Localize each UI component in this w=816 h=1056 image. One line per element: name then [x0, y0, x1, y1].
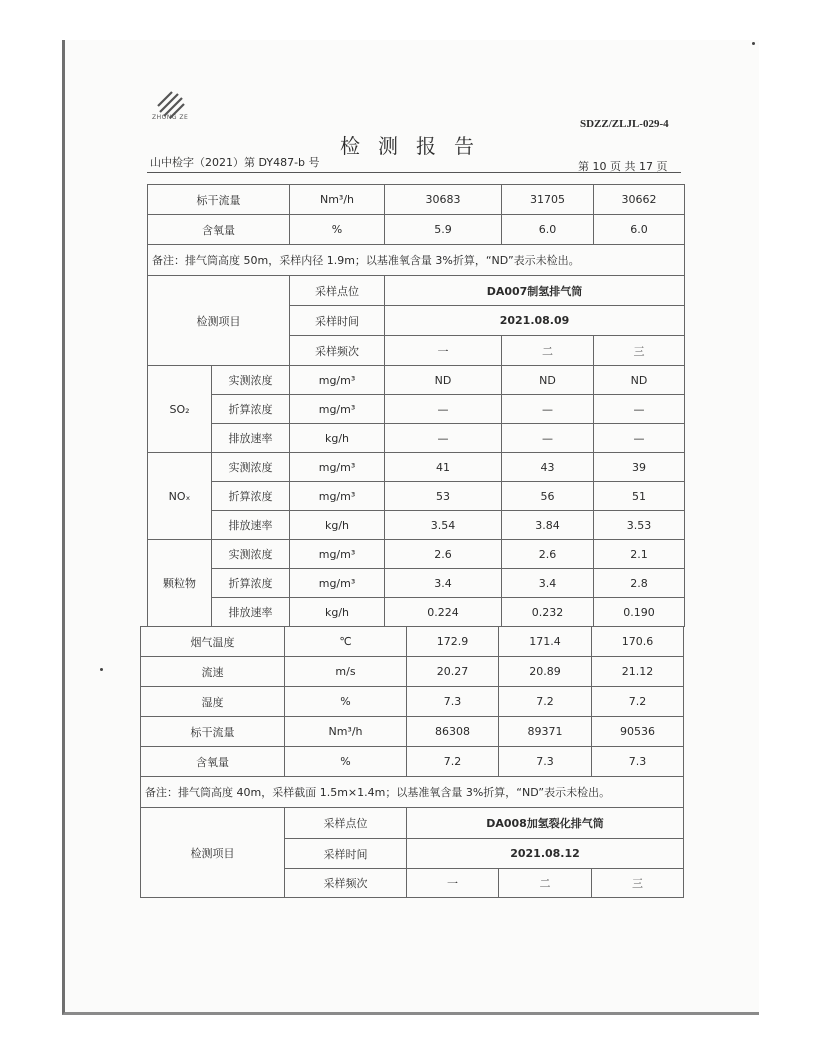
value-cell: 31705	[502, 185, 594, 215]
param-cell: 排放速率	[212, 424, 290, 453]
value-cell: 30662	[594, 185, 685, 215]
item-cell: 标干流量	[148, 185, 290, 215]
value-cell: 21.12	[592, 657, 684, 687]
table-note: 备注：排气筒高度 40m，采样截面 1.5m×1.4m；以基准氧含量 3%折算，“ND”表示未检出。	[141, 777, 684, 808]
table-row	[148, 395, 685, 424]
item-cell: 含氧量	[148, 215, 290, 245]
pollutant-label: 颗粒物	[148, 540, 212, 627]
value-cell: 3.53	[594, 511, 685, 540]
table-row	[141, 687, 684, 717]
header-cell: 采样时间	[290, 306, 385, 336]
value-cell: 39	[594, 453, 685, 482]
value-cell: 2.1	[594, 540, 685, 569]
param-cell: 折算浓度	[212, 395, 290, 424]
value-cell: 56	[502, 482, 594, 511]
param-cell: 实测浓度	[212, 540, 290, 569]
value-cell: 3.54	[385, 511, 502, 540]
value-cell: 0.224	[385, 598, 502, 627]
value-cell: 43	[502, 453, 594, 482]
table-row	[141, 717, 684, 747]
value-cell: 90536	[592, 717, 684, 747]
value-cell: 6.0	[502, 215, 594, 245]
unit-cell: kg/h	[290, 424, 385, 453]
table-row	[141, 747, 684, 777]
unit-cell: mg/m³	[290, 482, 385, 511]
value-cell: 7.2	[499, 687, 592, 717]
freq-cell: 一	[385, 336, 502, 366]
freq-cell: 二	[499, 869, 592, 898]
value-cell: 89371	[499, 717, 592, 747]
sampling-time: 2021.08.09	[385, 306, 685, 336]
table-row	[148, 482, 685, 511]
unit-cell: mg/m³	[290, 569, 385, 598]
item-cell: 标干流量	[141, 717, 285, 747]
scan-speck	[100, 668, 103, 671]
pollutant-label: NOₓ	[148, 453, 212, 540]
value-cell: —	[594, 424, 685, 453]
value-cell: 7.2	[592, 687, 684, 717]
table-row	[148, 453, 685, 482]
sampling-time: 2021.08.12	[407, 839, 684, 869]
value-cell: —	[502, 424, 594, 453]
unit-cell: mg/m³	[290, 366, 385, 395]
results-table-b	[140, 626, 684, 898]
value-cell: 170.6	[592, 627, 684, 657]
table-row	[141, 808, 684, 839]
value-cell: —	[385, 424, 502, 453]
table-row	[148, 424, 685, 453]
value-cell: —	[385, 395, 502, 424]
value-cell: 2.8	[594, 569, 685, 598]
table-row	[148, 598, 685, 627]
header-cell: 采样点位	[290, 276, 385, 306]
note-row	[148, 245, 685, 276]
header-rule	[147, 172, 681, 173]
unit-cell: kg/h	[290, 511, 385, 540]
freq-cell: 三	[592, 869, 684, 898]
value-cell: 3.4	[502, 569, 594, 598]
scan-speck	[752, 42, 755, 45]
unit-cell: %	[285, 747, 407, 777]
page-title: 检测报告	[340, 134, 492, 158]
param-cell: 排放速率	[212, 598, 290, 627]
value-cell: 2.6	[502, 540, 594, 569]
sampling-point: DA007制氢排气筒	[385, 276, 685, 306]
unit-cell: Nm³/h	[285, 717, 407, 747]
table-row	[148, 569, 685, 598]
value-cell: ND	[385, 366, 502, 395]
unit-cell: %	[285, 687, 407, 717]
value-cell: 171.4	[499, 627, 592, 657]
item-cell: 含氧量	[141, 747, 285, 777]
unit-cell: Nm³/h	[290, 185, 385, 215]
table-row	[148, 276, 685, 306]
item-cell: 湿度	[141, 687, 285, 717]
value-cell: 86308	[407, 717, 499, 747]
value-cell: ND	[594, 366, 685, 395]
sampling-point: DA008加氢裂化排气筒	[407, 808, 684, 839]
freq-cell: 三	[594, 336, 685, 366]
freq-cell: 一	[407, 869, 499, 898]
value-cell: 2.6	[385, 540, 502, 569]
company-logo	[150, 88, 196, 128]
value-cell: —	[502, 395, 594, 424]
unit-cell: mg/m³	[290, 540, 385, 569]
table-row	[141, 627, 684, 657]
value-cell: 6.0	[594, 215, 685, 245]
table-row	[148, 185, 685, 215]
table-row	[148, 540, 685, 569]
value-cell: 20.89	[499, 657, 592, 687]
freq-cell: 二	[502, 336, 594, 366]
note-row	[141, 777, 684, 808]
section-label: 检测项目	[141, 808, 285, 898]
value-cell: —	[594, 395, 685, 424]
page-number: 第 10 页 共 17 页	[578, 160, 668, 173]
value-cell: 3.4	[385, 569, 502, 598]
value-cell: 7.3	[499, 747, 592, 777]
unit-cell: mg/m³	[290, 395, 385, 424]
param-cell: 实测浓度	[212, 453, 290, 482]
value-cell: 30683	[385, 185, 502, 215]
table-row	[148, 511, 685, 540]
table-row	[148, 215, 685, 245]
value-cell: 51	[594, 482, 685, 511]
value-cell: 7.3	[407, 687, 499, 717]
value-cell: 7.2	[407, 747, 499, 777]
header-cell: 采样时间	[285, 839, 407, 869]
table-row	[148, 366, 685, 395]
value-cell: 3.84	[502, 511, 594, 540]
value-cell: 7.3	[592, 747, 684, 777]
report-number: 山中检字（2021）第 DY487-b 号	[150, 156, 320, 169]
header-cell: 采样频次	[290, 336, 385, 366]
section-label: 检测项目	[148, 276, 290, 366]
value-cell: 53	[385, 482, 502, 511]
pollutant-label: SO₂	[148, 366, 212, 453]
unit-cell: ℃	[285, 627, 407, 657]
unit-cell: kg/h	[290, 598, 385, 627]
table-row	[141, 657, 684, 687]
value-cell: 5.9	[385, 215, 502, 245]
param-cell: 折算浓度	[212, 482, 290, 511]
value-cell: 41	[385, 453, 502, 482]
results-table-a	[147, 184, 685, 627]
table-note: 备注：排气筒高度 50m，采样内径 1.9m；以基准氧含量 3%折算，“ND”表示未检出。	[148, 245, 685, 276]
value-cell: 20.27	[407, 657, 499, 687]
param-cell: 排放速率	[212, 511, 290, 540]
logo-text: ZHONG ZE	[152, 114, 189, 121]
param-cell: 实测浓度	[212, 366, 290, 395]
item-cell: 流速	[141, 657, 285, 687]
unit-cell: m/s	[285, 657, 407, 687]
value-cell: ND	[502, 366, 594, 395]
value-cell: 172.9	[407, 627, 499, 657]
value-cell: 0.190	[594, 598, 685, 627]
unit-cell: mg/m³	[290, 453, 385, 482]
value-cell: 0.232	[502, 598, 594, 627]
header-cell: 采样频次	[285, 869, 407, 898]
unit-cell: %	[290, 215, 385, 245]
item-cell: 烟气温度	[141, 627, 285, 657]
header-cell: 采样点位	[285, 808, 407, 839]
param-cell: 折算浓度	[212, 569, 290, 598]
document-code: SDZZ/ZLJL-029-4	[580, 118, 669, 130]
